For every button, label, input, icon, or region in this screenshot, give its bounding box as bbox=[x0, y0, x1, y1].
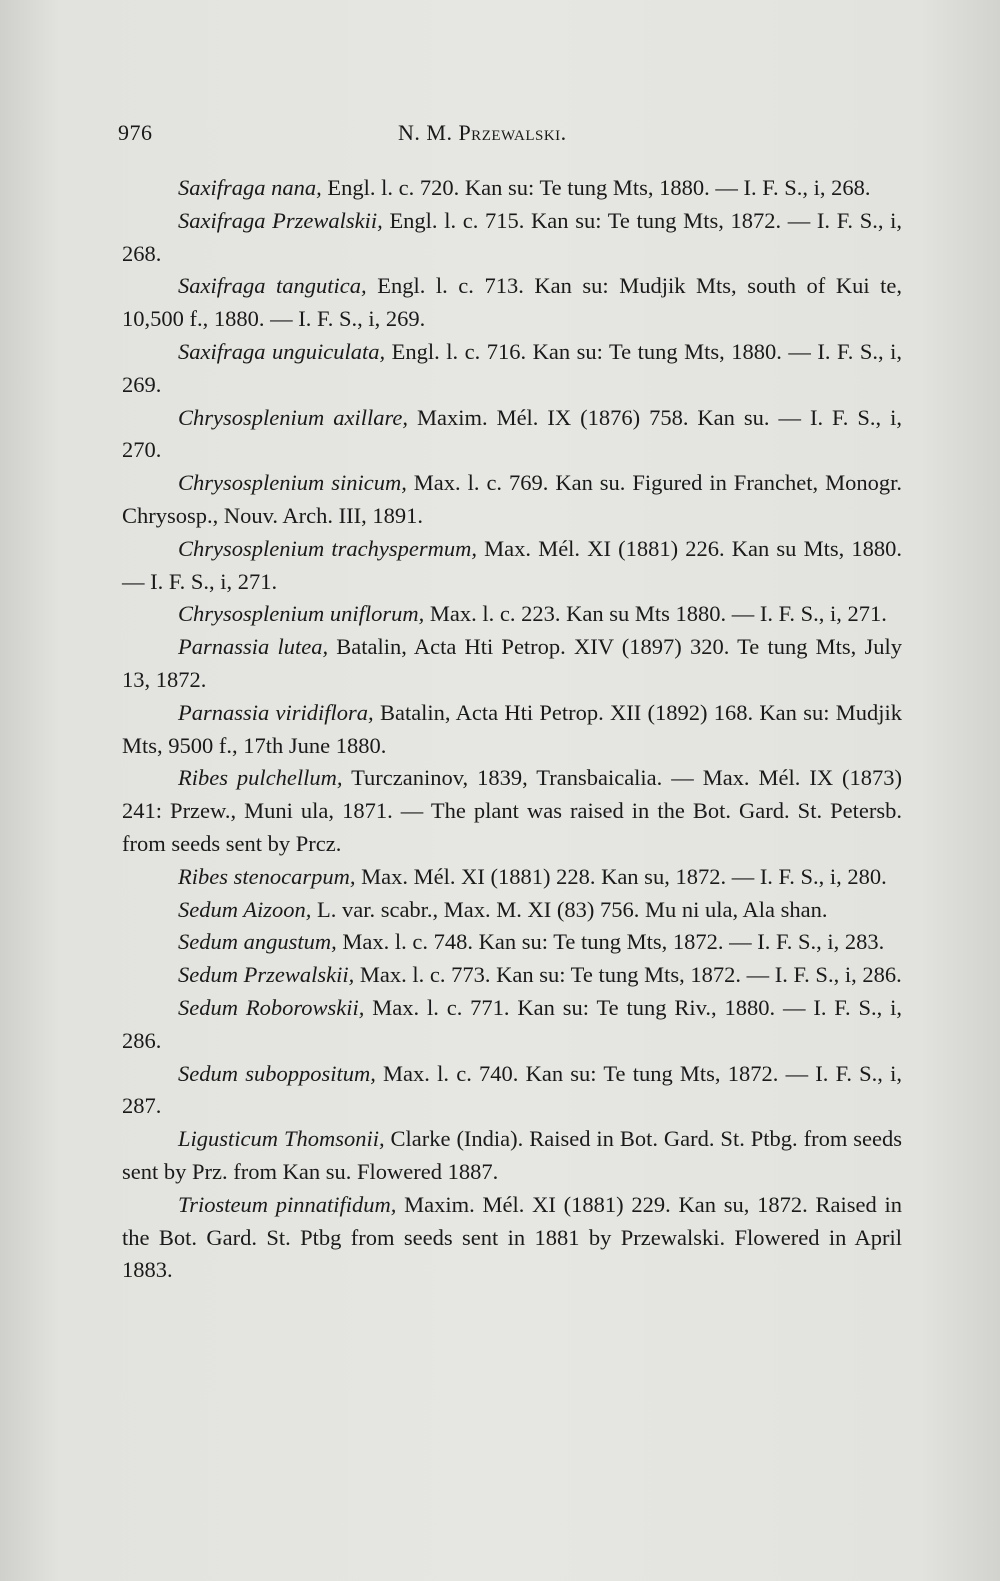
species-name: Sedum suboppositum, bbox=[178, 1060, 376, 1086]
species-entry bbox=[122, 894, 902, 927]
species-citation: Engl. l. c. 716. Kan su: Te tung Mts, 1880. — I. F. S., i, 269. bbox=[122, 338, 902, 397]
species-name: Saxifraga Przewalskii, bbox=[178, 207, 383, 233]
species-name: Ligusticum Thomsonii, bbox=[178, 1126, 385, 1152]
species-entry bbox=[122, 336, 902, 402]
species-name: Chrysosplenium uniflorum, bbox=[178, 601, 425, 627]
species-citation: Maxim. Mél. IX (1876) 758. Kan su. — I. F. S., i, 270. bbox=[122, 404, 902, 463]
running-head: N. M. Przewalski. bbox=[398, 120, 567, 145]
species-entry bbox=[122, 1189, 902, 1287]
species-entry bbox=[122, 631, 902, 697]
species-entry bbox=[122, 533, 902, 599]
species-citation: Max. l. c. 740. Kan su: Te tung Mts, 1872. — I. F. S., i, 287. bbox=[122, 1060, 903, 1119]
species-name: Parnassia lutea, bbox=[178, 634, 329, 660]
species-name: Ribes stenocarpum, bbox=[178, 863, 356, 889]
species-entry bbox=[122, 172, 902, 205]
species-citation: Maxim. Mél. XI (1881) 229. Kan su, 1872. Raised in the Bot. Gard. St. Ptbg from seeds sent in 1881 by Przewalski. Flowered in April 1883. bbox=[122, 1191, 902, 1283]
species-entry bbox=[122, 270, 902, 336]
species-citation: Max. l. c. 771. Kan su: Te tung Riv., 1880. — I. F. S., i, 286. bbox=[122, 994, 902, 1053]
species-name: Sedum angustum, bbox=[178, 929, 337, 955]
species-citation: L. var. scabr., Max. M. XI (83) 756. Mu ni ula, Ala shan. bbox=[311, 896, 828, 922]
species-entry bbox=[122, 205, 902, 271]
species-citation: Clarke (India). Raised in Bot. Gard. St. Ptbg. from seeds sent by Prz. from Kan su. Flowered 1887. bbox=[122, 1126, 902, 1184]
species-entry bbox=[122, 467, 902, 533]
species-citation: Batalin, Acta Hti Petrop. XIV (1897) 320. Te tung Mts, July 13, 1872. bbox=[122, 634, 902, 692]
species-entry bbox=[122, 992, 902, 1058]
species-name: Saxifraga nana, bbox=[178, 175, 322, 200]
species-citation: Max. Mél. XI (1881) 228. Kan su, 1872. — I. F. S., i, 280. bbox=[355, 863, 887, 889]
species-entry bbox=[122, 959, 902, 992]
species-entry bbox=[122, 697, 902, 763]
species-entry bbox=[122, 1123, 902, 1189]
species-citation: Engl. l. c. 715. Kan su: Te tung Mts, 1872. — I. F. S., i, 268. bbox=[122, 207, 902, 266]
species-citation: Engl. l. c. 720. Kan su: Te tung Mts, 1880. — I. F. S., i, 268. bbox=[321, 175, 871, 200]
species-entry bbox=[122, 402, 902, 468]
species-citation: Max. l. c. 773. Kan su: Te tung Mts, 1872. — I. F. S., i, 286. bbox=[354, 962, 902, 988]
species-name: Chrysosplenium trachyspermum, bbox=[178, 535, 478, 561]
species-citation: Engl. l. c. 713. Kan su: Mudjik Mts, south of Kui te, 10,500 f., 1880. — I. F. S., i, 269. bbox=[122, 273, 902, 332]
species-entry bbox=[122, 598, 902, 631]
species-citation: Batalin, Acta Hti Petrop. XII (1892) 168. Kan su: Mudjik Mts, 9500 f., 17th June 1880. bbox=[122, 699, 902, 758]
species-entry bbox=[122, 861, 902, 894]
species-name: Sedum Przewalskii, bbox=[178, 962, 355, 988]
species-name: Sedum Roborowskii, bbox=[178, 994, 365, 1020]
species-name: Sedum Aizoon, bbox=[178, 896, 312, 922]
species-name: Saxifraga tangutica, bbox=[178, 273, 367, 299]
species-citation: Max. l. c. 223. Kan su Mts 1880. — I. F. S., i, 271. bbox=[424, 601, 887, 627]
species-entry bbox=[122, 762, 902, 860]
species-name: Triosteum pinnatifidum, bbox=[178, 1191, 397, 1217]
species-citation: Max. l. c. 769. Kan su. Figured in Franchet, Monogr. Chrysosp., Nouv. Arch. III, 1891. bbox=[122, 470, 902, 528]
page-number: 976 bbox=[118, 120, 153, 145]
species-entry bbox=[122, 926, 902, 959]
species-name: Parnassia viridiflora, bbox=[178, 699, 374, 725]
species-name: Ribes pulchellum, bbox=[178, 765, 343, 791]
species-citation: Turczaninov, 1839, Transbaicalia. — Max. Mél. IX (1873) 241: Przew., Muni ula, 1871. — The plant was raised in the Bot. Gard. St. Petersb. from seeds sent by Prcz. bbox=[122, 765, 903, 856]
species-name: Saxifraga unguiculata, bbox=[178, 338, 386, 364]
species-name: Chrysosplenium axillare, bbox=[178, 404, 408, 430]
species-citation: Max. l. c. 748. Kan su: Te tung Mts, 1872. — I. F. S., i, 283. bbox=[336, 929, 885, 955]
species-entry bbox=[122, 1058, 902, 1124]
species-citation: Max. Mél. XI (1881) 226. Kan su Mts, 1880. — I. F. S., i, 271. bbox=[122, 535, 903, 594]
page-body bbox=[122, 172, 902, 1287]
species-name: Chrysosplenium sinicum, bbox=[178, 470, 407, 496]
